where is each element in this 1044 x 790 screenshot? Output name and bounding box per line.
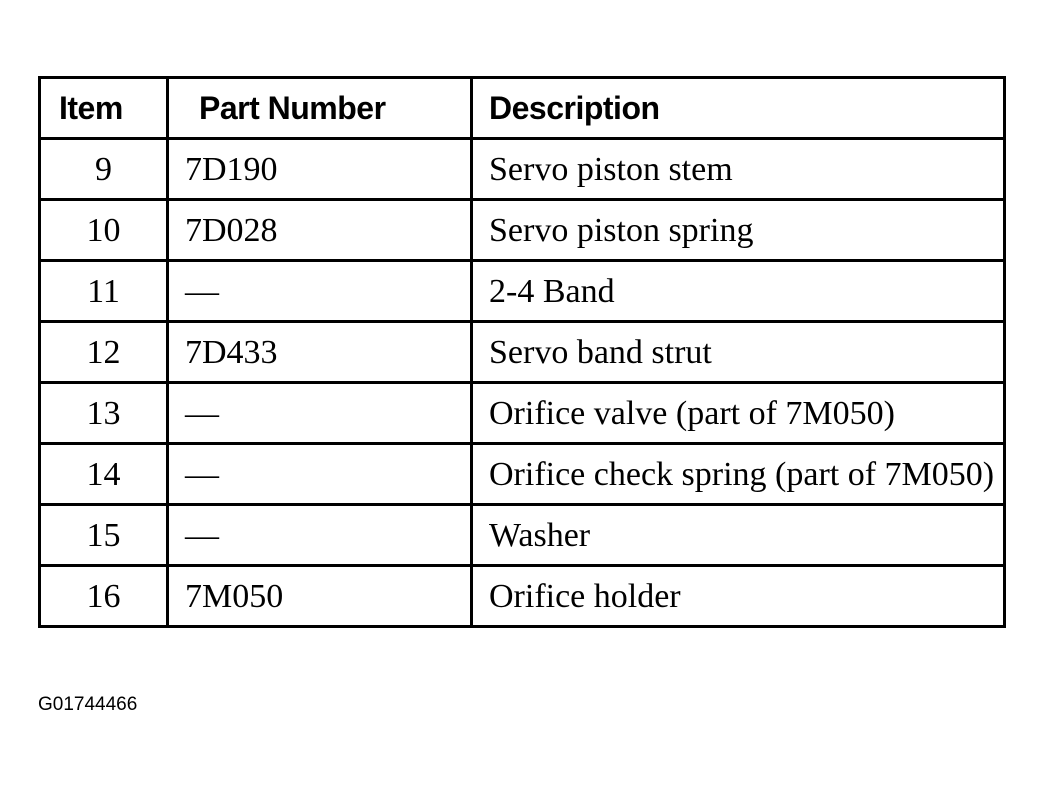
header-description: Description xyxy=(472,78,1005,139)
row-part-number: — xyxy=(168,444,472,505)
table-row xyxy=(40,383,1005,444)
row-description: Orifice valve (part of 7M050) xyxy=(472,383,1005,444)
table-row xyxy=(40,200,1005,261)
table-row xyxy=(40,261,1005,322)
row-part-number: — xyxy=(168,505,472,566)
header-row xyxy=(40,78,1005,139)
row-part-number: 7M050 xyxy=(168,566,472,627)
row-description: Servo band strut xyxy=(472,322,1005,383)
row-description: Orifice check spring (part of 7M050) xyxy=(472,444,1005,505)
row-part-number: 7D433 xyxy=(168,322,472,383)
row-item: 13 xyxy=(40,383,168,444)
row-part-number: — xyxy=(168,261,472,322)
row-item: 16 xyxy=(40,566,168,627)
row-item: 12 xyxy=(40,322,168,383)
row-description: Servo piston stem xyxy=(472,139,1005,200)
row-description: Servo piston spring xyxy=(472,200,1005,261)
table-row xyxy=(40,139,1005,200)
table-row xyxy=(40,444,1005,505)
row-item: 9 xyxy=(40,139,168,200)
table-row xyxy=(40,566,1005,627)
figure-id: G01744466 xyxy=(38,694,138,715)
row-item: 11 xyxy=(40,261,168,322)
row-part-number: 7D190 xyxy=(168,139,472,200)
parts-table xyxy=(38,76,1006,628)
header-item: Item xyxy=(40,78,168,139)
row-item: 14 xyxy=(40,444,168,505)
table-row xyxy=(40,505,1005,566)
row-item: 15 xyxy=(40,505,168,566)
row-description: Orifice holder xyxy=(472,566,1005,627)
table-row xyxy=(40,322,1005,383)
header-part-number: Part Number xyxy=(168,78,472,139)
row-description: Washer xyxy=(472,505,1005,566)
row-part-number: 7D028 xyxy=(168,200,472,261)
row-description: 2-4 Band xyxy=(472,261,1005,322)
row-part-number: — xyxy=(168,383,472,444)
row-item: 10 xyxy=(40,200,168,261)
